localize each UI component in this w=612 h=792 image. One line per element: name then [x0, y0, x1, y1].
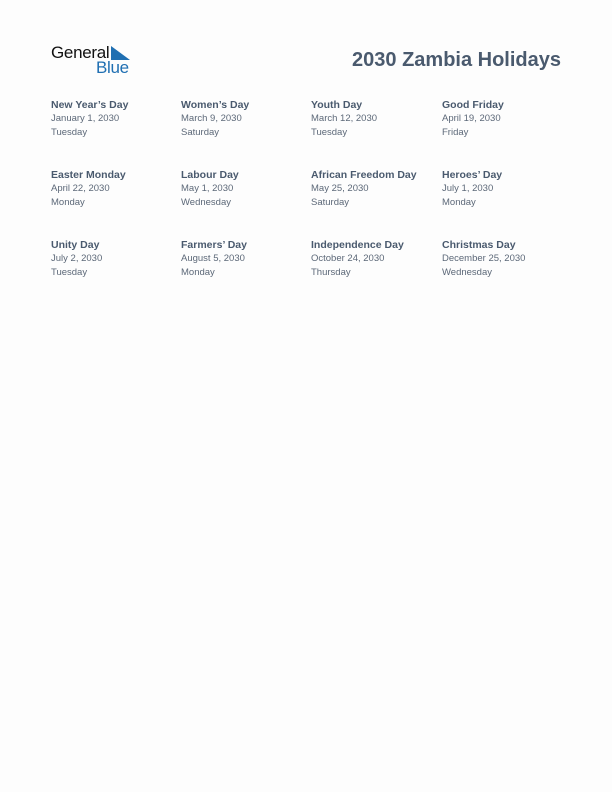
holiday-date: October 24, 2030	[311, 253, 385, 264]
holiday-item	[311, 98, 442, 168]
logo-word-blue: Blue	[96, 58, 129, 77]
holiday-weekday: Monday	[51, 196, 85, 208]
holiday-date: April 19, 2030	[442, 113, 501, 124]
holiday-weekday: Monday	[442, 196, 476, 208]
holiday-weekday: Thursday	[311, 266, 351, 278]
holiday-item	[311, 168, 442, 238]
holiday-weekday: Tuesday	[51, 266, 88, 278]
holiday-name: Independence Day	[311, 239, 404, 251]
holiday-item	[181, 98, 311, 168]
holiday-name: Christmas Day	[442, 239, 516, 251]
holiday-weekday: Saturday	[311, 196, 350, 208]
holiday-weekday: Monday	[181, 266, 215, 278]
holiday-item	[181, 238, 311, 308]
holiday-item	[442, 98, 571, 168]
holiday-item	[51, 238, 181, 308]
holiday-date: December 25, 2030	[442, 253, 526, 264]
holiday-name: Women’s Day	[181, 99, 250, 111]
holiday-grid	[51, 98, 571, 308]
holiday-weekday: Tuesday	[311, 126, 348, 138]
holiday-name: New Year’s Day	[51, 99, 129, 111]
holiday-date: July 1, 2030	[442, 183, 494, 194]
holiday-weekday: Saturday	[181, 126, 220, 138]
holiday-item	[442, 168, 571, 238]
holiday-date: April 22, 2030	[51, 183, 110, 194]
holiday-name: Heroes’ Day	[442, 169, 503, 181]
holiday-date: August 5, 2030	[181, 253, 245, 264]
holiday-name: Unity Day	[51, 239, 100, 251]
holiday-date: March 9, 2030	[181, 113, 242, 124]
logo-word-general: General	[51, 43, 110, 62]
holiday-name: African Freedom Day	[311, 169, 417, 181]
holiday-item	[181, 168, 311, 238]
holiday-date: May 25, 2030	[311, 183, 369, 194]
holiday-item	[442, 238, 571, 308]
holiday-name: Good Friday	[442, 99, 504, 111]
holiday-date: January 1, 2030	[51, 113, 120, 124]
holiday-name: Farmers’ Day	[181, 239, 247, 251]
holiday-weekday: Tuesday	[51, 126, 88, 138]
general-blue-logo	[51, 44, 141, 78]
holiday-name: Youth Day	[311, 99, 363, 111]
holiday-date: March 12, 2030	[311, 113, 378, 124]
holiday-weekday: Wednesday	[442, 266, 492, 278]
holiday-name: Easter Monday	[51, 169, 126, 181]
holiday-name: Labour Day	[181, 169, 239, 181]
holiday-date: May 1, 2030	[181, 183, 234, 194]
holiday-date: July 2, 2030	[51, 253, 103, 264]
holiday-weekday: Friday	[442, 126, 469, 138]
holiday-item	[51, 98, 181, 168]
holiday-item	[51, 168, 181, 238]
holiday-item	[311, 238, 442, 308]
holiday-weekday: Wednesday	[181, 196, 231, 208]
page-title: 2030 Zambia Holidays	[352, 49, 561, 71]
